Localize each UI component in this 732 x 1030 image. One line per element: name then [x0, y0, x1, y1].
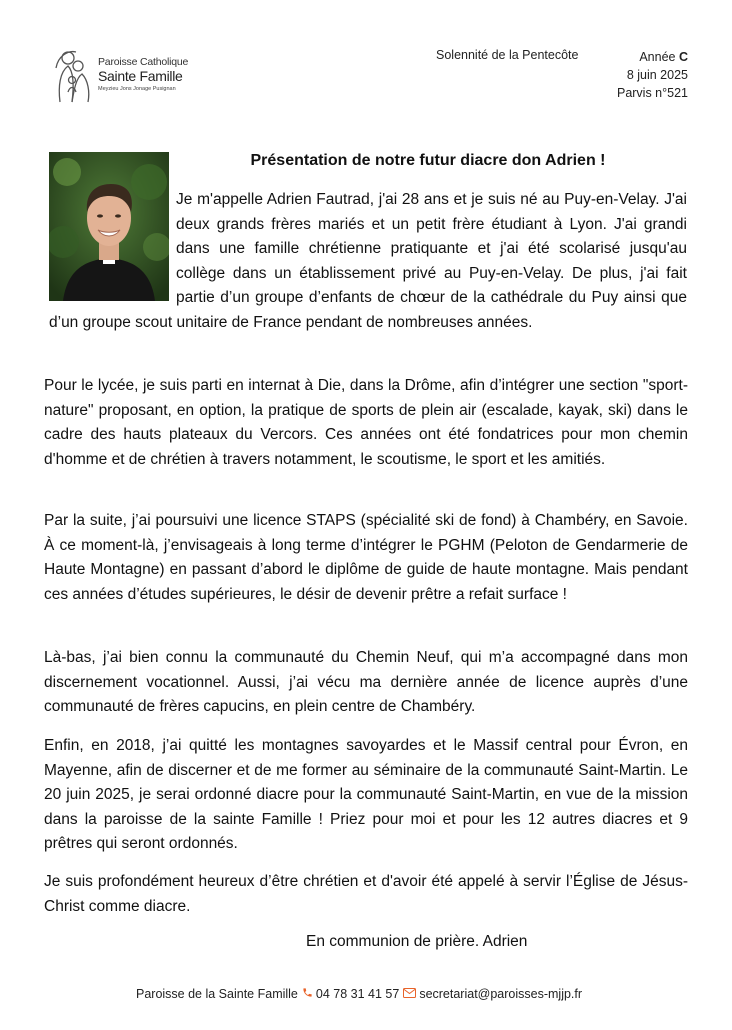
- issue-info: [617, 48, 688, 102]
- year-label: Année: [639, 50, 676, 64]
- holy-family-icon: [52, 46, 96, 106]
- logo-line-3: Meyzieu Jons Jonage Pusignan: [98, 86, 176, 92]
- footer: [136, 987, 582, 1001]
- parish-logo: [52, 46, 202, 106]
- paragraph-1-text: Je m'appelle Adrien Fautrad, j'ai 28 ans et je suis né au Puy-en-Velay. J'ai deux grands frères mariés et un petit frère étudiant à Lyon. J'ai grandi dans une famille chrétienne pratiquante et j'ai été scolarisé jusqu'au collège dans un établissement privé au Puy-en-Velay. De plus, j'ai fait partie d’un groupe d’enfants de chœur de la cathédrale du Puy ainsi que d’un groupe scout unitaire de France pendant de nombreuses années.: [49, 191, 687, 331]
- paragraph-2: Pour le lycée, je suis parti en internat à Die, dans la Drôme, afin d’intégrer une section "sport-nature" proposant, en option, la pratique de sports de plein air (escalade, kayak, ski) dans le cadre des hauts plateaux du Vercors. Ces années ont été fondatrices pour mon chemin d'homme et de chrétien à travers notamment, le scoutisme, le sport et les amitiés.: [44, 377, 688, 468]
- paragraph-5: Enfin, en 2018, j’ai quitté les montagnes savoyardes et le Massif central pour Évron, en Mayenne, afin de discerner et de me former au séminaire de la communauté Saint-Martin. Le 20 juin 2025, je serai ordonné diacre pour la communauté Saint-Martin, en vue de la mission dans la paroisse de la sainte Famille ! Priez pour moi et pour les 12 autres diacres et 9 prêtres qui seront ordonnés.: [44, 737, 688, 853]
- paragraph-4: Là-bas, j’ai bien connu la communauté du Chemin Neuf, qui m’a accompagné dans mon discernement vocationnel. Aussi, j’ai vécu ma dernière année de licence auprès d’une communauté de frères capucins, en plein centre de Chambéry.: [44, 649, 688, 716]
- signature: En communion de prière. Adrien: [306, 933, 528, 950]
- liturgical-year: [617, 48, 688, 66]
- issue-date: 8 juin 2025: [626, 68, 688, 82]
- phone-icon: [302, 987, 313, 1001]
- photo-spacer: [49, 188, 176, 310]
- paragraph-1: [49, 188, 687, 336]
- footer-phone[interactable]: 04 78 31 41 57: [315, 987, 400, 1001]
- occasion: Solennité de la Pentecôte: [436, 48, 579, 62]
- footer-email[interactable]: secretariat@paroisses-mjjp.fr: [419, 987, 583, 1001]
- issue-number: Parvis n°521: [616, 86, 688, 100]
- year-letter: C: [678, 50, 688, 64]
- logo-line-2: Sainte Famille: [98, 68, 183, 84]
- mail-icon: [403, 987, 416, 1001]
- logo-line-1: Paroisse Catholique: [98, 56, 189, 68]
- footer-parish: Paroisse de la Sainte Famille: [136, 987, 298, 1001]
- article-title: Présentation de notre futur diacre don Adrien !: [250, 152, 606, 169]
- paragraph-6: Je suis profondément heureux d’être chrétien et d'avoir été appelé à servir l’Église de Jésus-Christ comme diacre.: [44, 873, 688, 915]
- paragraph-3: Par la suite, j’ai poursuivi une licence STAPS (spécialité ski de fond) à Chambéry, en Savoie. À ce moment-là, j’envisageais à long terme d’intégrer le PGHM (Peloton de Gendarmerie de Haute Montagne) en passant d’abord le diplôme de guide de haute montagne. Mais pendant ces années d’études supérieures, le désir de devenir prêtre a refait surface !: [44, 512, 688, 603]
